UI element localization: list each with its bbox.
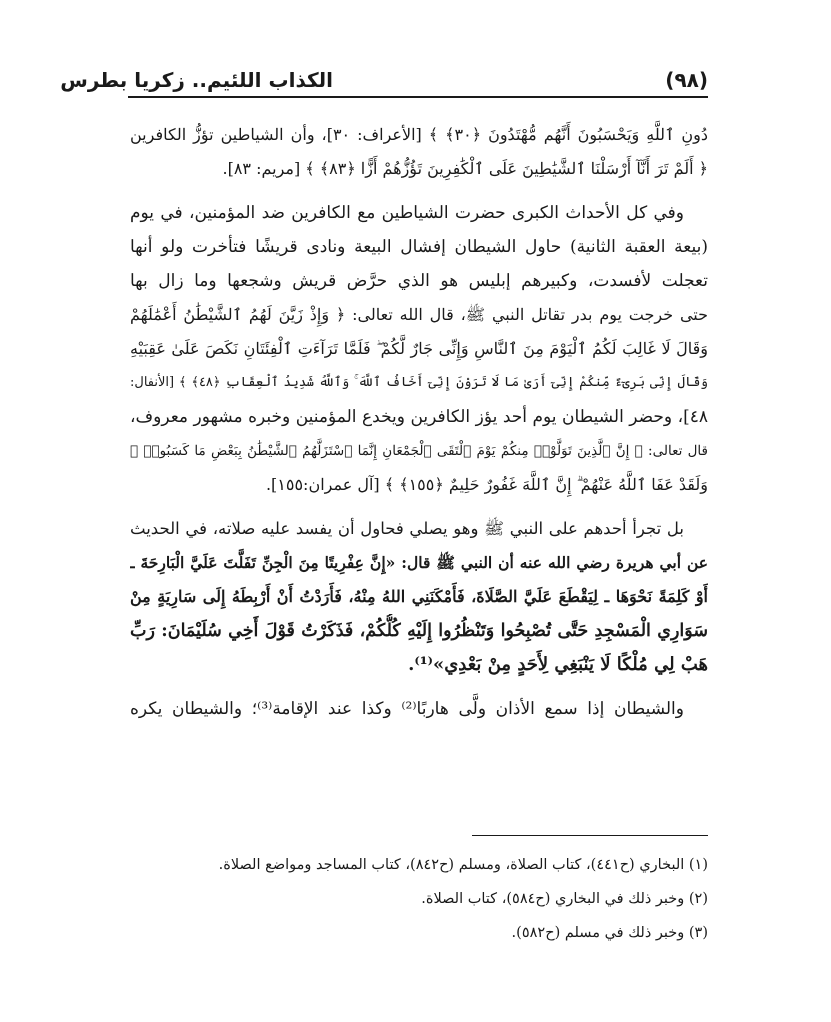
running-header (60, 66, 708, 98)
running-title: الكذاب اللئيم.. زكريا بطرس (60, 68, 333, 92)
body-text (130, 118, 708, 726)
text-line: وفي كل الأحداث الكبرى حضرت الشياطين مع الكافرين ضد المؤمنين، في يوم (130, 203, 684, 223)
header-rule (128, 96, 708, 98)
text-line: ٤٨]، وحضر الشيطان يوم أحد يؤز الكافرين ويخدع المؤمنين وخبره مشهور معروف، (130, 407, 708, 427)
page-number: (٩٨) (665, 68, 708, 92)
text-line: بل تجرأ أحدهم على النبي ﷺ وهو يصلي فحاول أن يفسد عليه صلاته، في الحديث (130, 519, 684, 538)
footnote-separator (472, 835, 708, 836)
footnote: (١) البخاري (ح٤٤١)، كتاب الصلاة، ومسلم (ح٨٤٢)، كتاب المساجد ومواضع الصلاة. (218, 857, 708, 873)
text-line: أَوْ كَلِمَةً نَحْوَهَا ـ لِيَقْطَعَ عَلَيَّ الصَّلَاةَ، فَأَمْكَنَنِي اللهُ مِنْهُ، فَأَرَدْتُ أَنْ أَرْبِطَهُ إِلَى سَارِيَةٍ مِنْ (130, 587, 708, 606)
text-line: عن أبي هريرة رضي الله عنه أن النبي ﷺ قال: «إِنَّ عِفْرِيتًا مِنَ الْجِنِّ تَفَلَّتَ عَلَيَّ الْبَارِحَةَ ـ (130, 553, 708, 572)
text-line: تعجلت لأفسدت، وكبيرهم إبليس هو الذي حرَّض قريش وشجعها وما زال بها (130, 271, 708, 291)
footnote: (٢) وخبر ذلك في البخاري (ح٥٨٤)، كتاب الصلاة. (421, 891, 708, 907)
footnote: (٣) وخبر ذلك في مسلم (ح٥٨٢). (511, 925, 708, 941)
text-line: (بيعة العقبة الثانية) حاول الشيطان إفشال البيعة ونادى قريشًا فتأخرت ولو أنها (130, 237, 708, 257)
text-line: هَبْ لِي مُلْكًا لَا يَنْبَغِي لِأَحَدٍ مِنْ بَعْدِي»⁽¹⁾. (408, 654, 708, 675)
text-line: وَلَقَدْ عَفَا ٱللَّهُ عَنْهُمْ ۗ إِنَّ ٱللَّهَ غَفُورٌ حَلِيمٌ ﴿١٥٥﴾ ﴾ [آل عمران:١٥٥]. (265, 475, 708, 494)
text-line: دُونِ ٱللَّهِ وَيَحْسَبُونَ أَنَّهُم مُّهْتَدُونَ ﴿٣٠﴾ ﴾ [الأعراف: ٣٠]، وأن الشياطين تؤزُّ الكافرين (130, 125, 708, 144)
text-line: والشيطان إذا سمع الأذان ولَّى هاربًا⁽²⁾ وكذا عند الإقامة⁽³⁾؛ والشيطان يكره (130, 699, 684, 719)
text-line: وَقَالَ لَا غَالِبَ لَكُمُ ٱلْيَوْمَ مِنَ ٱلنَّاسِ وَإِنِّى جَارٌ لَّكُمْ ۖ فَلَمَّا تَرَآءَتِ ٱلْفِئَتَانِ نَكَصَ عَلَىٰ عَقِبَيْهِ (130, 339, 708, 358)
text-line: ﴿ أَلَمْ تَرَ أَنَّآ أَرْسَلْنَا ٱلشَّيَٰطِينَ عَلَى ٱلْكَٰفِرِينَ تَؤُزُّهُمْ أَزًّا ﴿٨٣﴾ ﴾ [مريم: ٨٣]. (222, 159, 708, 178)
text-line: سَوَارِي الْمَسْجِدِ حَتَّى تُصْبِحُوا وَتَنْظُرُوا إِلَيْهِ كُلُّكُمْ، فَذَكَرْتُ قَوْلَ أَخِي سُلَيْمَانَ: رَبِّ (130, 621, 708, 641)
text-line: قال تعالى: ﴿ إِنَّ ٱلَّذِينَ تَوَلَّوْا۟ مِنكُمْ يَوْمَ ٱلْتَقَى ٱلْجَمْعَانِ إِنَّمَا ٱسْتَزَلَّهُمُ ٱلشَّيْطَٰنُ بِبَعْضِ مَا كَسَبُوا۟ ۖ (130, 443, 708, 459)
text-line: حتى خرجت يوم بدر تقاتل النبي ﷺ، قال الله تعالى: ﴿ وَإِذْ زَيَّنَ لَهُمُ ٱلشَّيْطَٰنُ أَعْمَٰلَهُمْ (130, 305, 708, 324)
footnotes (130, 848, 708, 950)
text-line: وَقَالَ إِنِّى بَرِىٓءٌ مِّنكُمْ إِنِّىٓ أَرَىٰ مَا لَا تَرَوْنَ إِنِّىٓ أَخَافُ ٱللَّهَ ۚ وَٱللَّهُ شَدِيدُ ٱلْعِقَابِ ﴿٤٨﴾ ﴾ [الأنفال: (130, 375, 708, 390)
